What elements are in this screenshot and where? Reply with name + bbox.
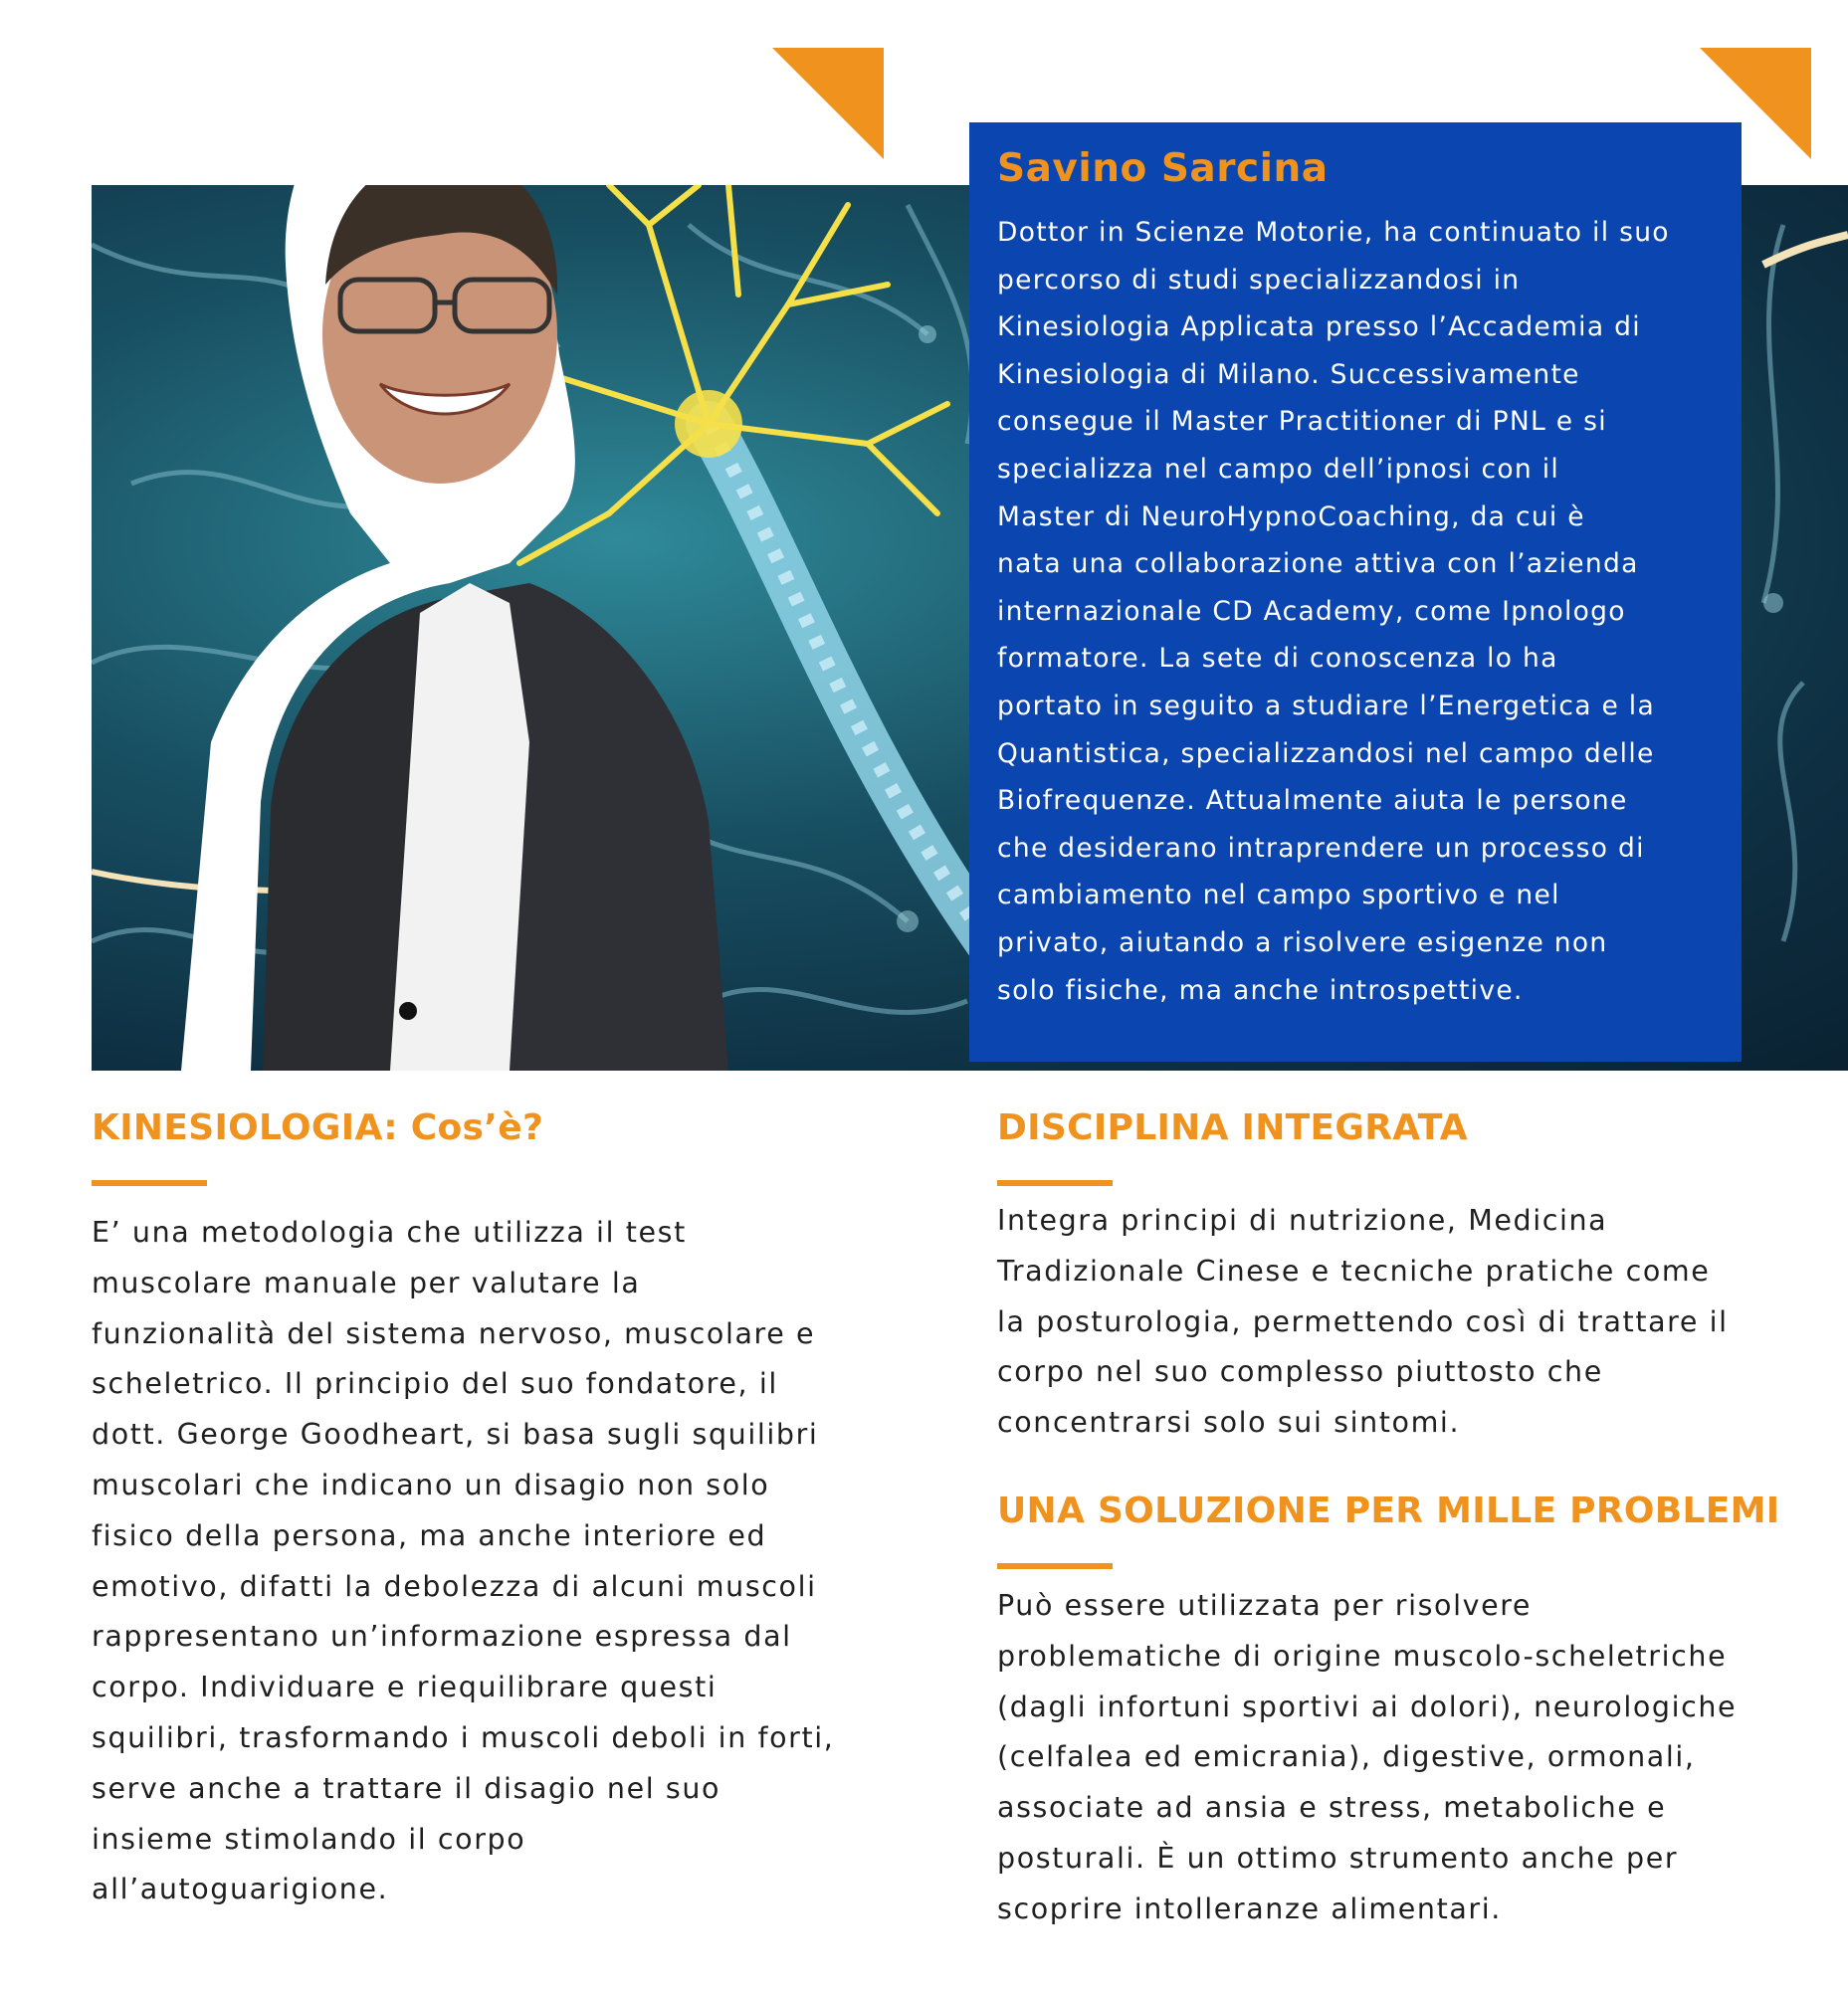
portrait-figure: [181, 185, 728, 1071]
section-divider: [92, 1180, 207, 1186]
section-kinesiologia-text: E’ una metodologia che utilizza il test muscolare manuale per valutare la funzionalità del sistema nervoso, muscolare e scheletrico. Il principio del suo fondatore, il dott. George Goodheart, si basa sugli squilibri muscolari che indicano un disagio non solo fisico della persona, ma anche interiore ed emotivo, difatti la debolezza di alcuni muscoli rappresentano un’informazione espressa dal corpo. Individuare e riequilibrare questi squilibri, trasformando i muscoli deboli in forti, serve anche a trattare il disagio nel suo insieme stimolando il corpo all’autoguarigione.: [92, 1216, 835, 1906]
section-disciplina-title: DISCIPLINA INTEGRATA: [997, 1107, 1468, 1148]
section-kinesiologia: [92, 1107, 908, 1915]
section-disciplina: [997, 1107, 1813, 1449]
section-kinesiologia-title: KINESIOLOGIA: Cos’è?: [92, 1107, 544, 1148]
section-soluzione-title: UNA SOLUZIONE PER MILLE PROBLEMI: [997, 1491, 1780, 1531]
section-soluzione-text: Può essere utilizzata per risolvere problematiche di origine muscolo-scheletriche (dagli infortuni sportivi ai dolori), neurologiche (celfalea ed emicrania), digestive, ormonali, associate ad ansia e stress, metaboliche e posturali. È un ottimo strumento anche per scoprire intolleranze alimentari.: [997, 1589, 1738, 1925]
bio-name: Savino Sarcina: [997, 146, 1329, 191]
section-divider: [997, 1180, 1113, 1186]
section-divider: [997, 1563, 1113, 1569]
bio-box: [969, 122, 1742, 1062]
corner-triangle-left: [772, 48, 884, 159]
bio-text: Dottor in Scienze Motorie, ha continuato il suo percorso di studi specializzandosi in Kinesiologia Applicata presso l’Accademia di Kinesiologia di Milano. Successivamente consegue il Master Practitioner di PNL e si specializza nel campo dell’ipnosi con il Master di NeuroHypnoCoaching, da cui è nata una collaborazione attiva con l’azienda internazionale CD Academy, come Ipnologo formatore. La sete di conoscenza lo ha portato in seguito a studiare l’Energetica e la Quantistica, specializzandosi nel campo delle Biofrequenze. Attualmente aiuta le persone che desiderano intraprendere un processo di cambiamento nel campo sportivo e nel privato, aiutando a risolvere esigenze non solo fisiche, ma anche introspettive.: [997, 217, 1670, 1006]
section-disciplina-text: Integra principi di nutrizione, Medicina Tradizionale Cinese e tecniche pratiche come la posturologia, permettendo così di trattare il corpo nel suo complesso piuttosto che concentrarsi solo sui sintomi.: [997, 1204, 1729, 1440]
section-soluzione: [997, 1491, 1813, 1935]
